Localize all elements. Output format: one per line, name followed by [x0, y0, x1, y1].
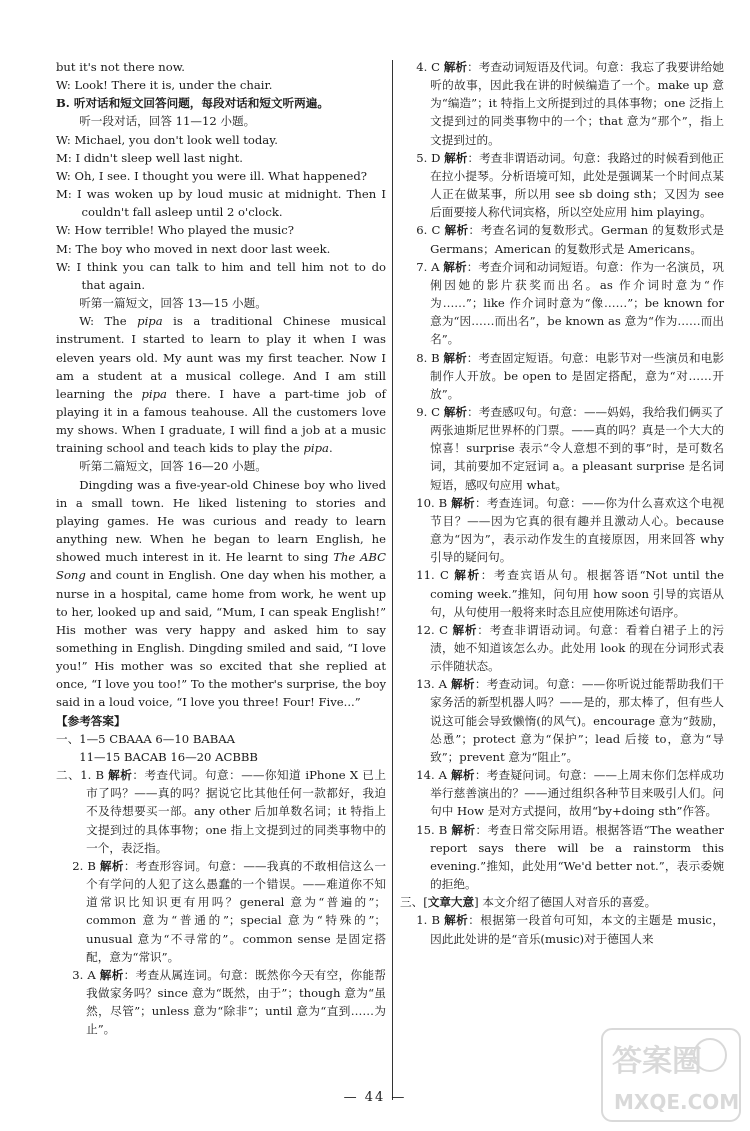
right-paragraph: 8. B 解析：考查固定短语。句意：电影节对一些演员和电影制作人开放。be open to 是固定搭配，意为“对……开放”。 [416, 350, 724, 401]
right-paragraph: 三、[文章大意] 本文介绍了德国人对音乐的喜爱。 [400, 895, 657, 910]
watermark-line1: 答案圈 [612, 1044, 702, 1079]
left-paragraph: M: The boy who moved in next door last week. [56, 241, 331, 256]
left-paragraph: 听一段对话，回答 11—12 小题。 [79, 114, 256, 129]
left-paragraph: but it's not there now. [56, 60, 185, 74]
left-paragraph: 2. B 解析：考查形容词。句意：——我真的不敢相信这么一个有学问的人犯了这么愚蠢的一个错误。——难道你不知道常识比知识更有用吗？general 意为“普遍的”；common 意为“普通的”；special 意为“特殊的”；unusual 意为“不寻常的”。common sense 是固定搭配，意为“常识”。 [72, 858, 386, 964]
left-paragraph: M: I was woken up by loud music at midnight. Then I couldn't fall asleep until 2 o'clock. [56, 187, 386, 220]
left-paragraph: W: Look! There it is, under the chair. [56, 78, 273, 93]
left-paragraph: 【参考答案】 [56, 713, 126, 728]
column-divider [392, 60, 393, 1100]
left-paragraph: 一、1—5 CBAAA 6—10 BABAA [56, 731, 235, 746]
left-paragraph: W: I think you can talk to him and tell him not to do that again. [56, 259, 386, 292]
left-paragraph: B. 听对话和短文回答问题，每段对话和短文听两遍。 [56, 96, 329, 111]
watermark-logo [600, 1027, 742, 1123]
right-paragraph: 9. C 解析：考查感叹句。句意：——妈妈，我给我们俩买了两张迪斯尼世界杯的门票。——真的吗？真是一个大大的惊喜！surprise 表示“令人意想不到的事”时，是可数名词，其前要加不定冠词 a。a pleasant surprise 是名词短语，感叹句应用 what。 [416, 404, 724, 492]
right-paragraph: 15. B 解析：考查日常交际用语。根据答语“The weather report says there will be a rainstorm this evening.”推知，此处用“We'd better not.”，表示委婉的拒绝。 [416, 822, 724, 892]
left-paragraph: 二、1. B 解析：考查代词。句意：——你知道 iPhone X 已上市了吗？——真的吗？据说它比其他任何一款都好，我迫不及待想要买一部。any other 后加单数名词；it 特指上文提到过的具体事物；one 指上文提到过的同类事物中的一个，表泛指。 [56, 768, 386, 855]
left-paragraph: W: Michael, you don't look well today. [56, 132, 278, 147]
left-paragraph: Dingding was a five-year-old Chinese boy who lived in a small town. He liked listening to stories and playing games. He was curious and ready to learn anything new. When he began to learn English, he showed much interest in it. He learnt to sing The ABC Song and count in English. One day when his mother, a nurse in a hospital, came home from work, he went up to her, looked up and said, “Mum, I can speak English!” His mother was very happy and asked him to say something in English. Dingding smiled and said, “I love you!” His mother was so excited that she replied at once, “I love you too!” To the mother's surprise, the boy said in a loud voice, “I love you three! Four! Five...” [56, 477, 386, 710]
page-number: — 44 — [343, 1090, 407, 1105]
right-paragraph: 13. A 解析：考查动词。句意：——你听说过能帮助我们干家务活的新型机器人吗？——是的，那太棒了，但有些人说这可能会导致懒惰(的风气)。encourage 意为“鼓励，怂恿”；protect 意为“保护”；lead 后接 to，意为“导致”；prevent 意为“阻止”。 [416, 677, 724, 764]
left-paragraph: 3. A 解析：考查从属连词。句意：既然你今天有空，你能帮我做家务吗？since 意为“既然，由于”；though 意为“虽然，尽管”；unless 意为“除非”；until 意为“直到……为止”。 [72, 967, 386, 1037]
right-paragraph: 14. A 解析：考查疑问词。句意：——上周末你们怎样成功举行慈善演出的？——通过组织各种节目来吸引人们。问句中 How 是对方式提问，故用“by+doing sth”作答。 [416, 768, 724, 819]
right-paragraph: 7. A 解析：考查介词和动词短语。句意：作为一名演员，巩俐因她的影片获奖而出名。as 作介词时意为“作为……”；like 作介词时意为“像……”；be known for 意为“因……而出名”，be known as 意为“作为……而出名”。 [416, 259, 724, 347]
right-column [400, 58, 724, 948]
left-paragraph: W: The pipa is a traditional Chinese musical instrument. I started to learn to play it when I was eleven years old. My aunt was my first teacher. Now I am a student at a musical college. And I am still learning the pipa there. I have a part-time job of playing it in a famous teahouse. All the customers love my shows. When I graduate, I will find a job at a music training school and teach kids to play the pipa. [56, 314, 386, 456]
left-paragraph: M: I didn't sleep well last night. [56, 150, 243, 165]
left-paragraph: 听第一篇短文，回答 13—15 小题。 [79, 296, 267, 311]
right-paragraph: 11. C 解析：考查宾语从句。根据答语“Not until the coming week.”推知，问句用 how soon 引导的宾语从句，从句使用一般将来时态且应使用陈述句语序。 [416, 568, 724, 619]
right-paragraph: 5. D 解析：考查非谓语动词。句意：我路过的时候看到他正在拉小提琴。分析语境可知，此处是强调某一个时间点某人正在做某事，所以用 see sb doing sth；又因为 see 后面要接人称代词宾格，所以空处应用 him playing。 [416, 150, 724, 220]
right-paragraph: 6. C 解析：考查名词的复数形式。German 的复数形式是 Germans；American 的复数形式是 Americans。 [416, 223, 724, 256]
right-paragraph: 1. B 解析：根据第一段首句可知，本文的主题是 music，因此此处讲的是“音乐(music)对于德国人来 [416, 913, 724, 946]
right-paragraph: 10. B 解析：考查连词。句意：——你为什么喜欢这个电视节目？——因为它真的很有趣并且激动人心。because 意为“因为”，表示动作发生的直接原因，用来回答 why 引导的疑问句。 [416, 495, 724, 565]
right-paragraph: 12. C 解析：考查非谓语动词。句意：看着白裙子上的污渍，她不知道该怎么办。此处用 look 的现在分词形式表示伴随状态。 [416, 622, 724, 674]
left-paragraph: 11—15 BACAB 16—20 ACBBB [79, 749, 258, 764]
watermark-line2: MXQE.COM [614, 1090, 740, 1114]
left-column [56, 58, 386, 1038]
left-paragraph: W: How terrible! Who played the music? [56, 223, 294, 238]
right-paragraph: 4. C 解析：考查动词短语及代词。句意：我忘了我要讲给她听的故事，因此我在讲的时候编造了一个。make up 意为“编造”；it 特指上文所提到过的具体事物；one 泛指上文提到过的同类事物中的一个；that 意为“那个”，指上文提到过的。 [416, 60, 724, 147]
left-paragraph: W: Oh, I see. I thought you were ill. What happened? [56, 168, 367, 183]
left-paragraph: 听第二篇短文，回答 16—20 小题。 [79, 459, 267, 474]
